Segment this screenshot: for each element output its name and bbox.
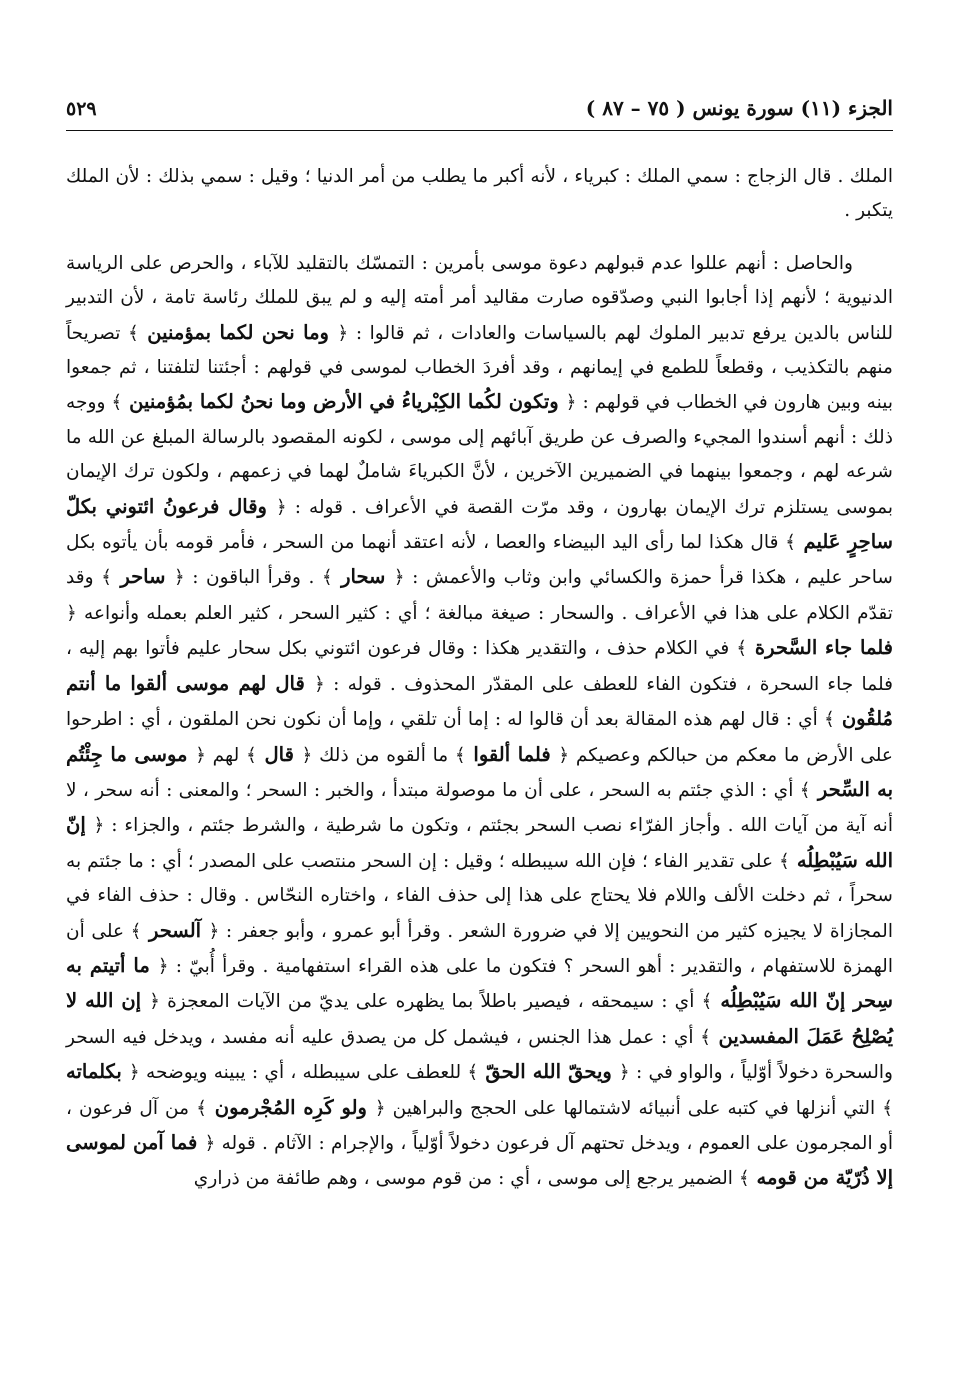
quran-verse: وتكون لكُما الكِبْرياءُ في الأرض وما نحنُ لكما بمُؤمنين <box>122 390 566 414</box>
quran-bracket-open: ﴿ <box>618 1062 630 1084</box>
commentary-text: لهم <box>205 744 246 766</box>
quran-verse: قال لهم موسى ألقوا ما أنتم مُلقُون <box>66 671 893 731</box>
commentary-text: أي : قال لهم هذه المقالة بعد أن قالوا له : إما أن تلقي ، وإما أن نكون نحن الملقون ، أي : اطرحوا على الأرض ما معكم من حبالكم وعصيكم <box>66 709 893 766</box>
quran-bracket-close: ﴾ <box>823 709 835 731</box>
quran-bracket-open: ﴿ <box>195 744 206 766</box>
quran-verse: آلسحر <box>141 918 209 942</box>
quran-bracket-open: ﴿ <box>93 815 105 837</box>
commentary-text: أي : الذي جئتم به السحر ، على أن ما موصولة مبتدأ ، والخبر : السحر ؛ والمعنى : أنه سحر ، لا أنه آية من آيات الله . وأجاز الفرّاء نصب السحر بجئتم ، وتكون ما شرطية ، والشرط جئتم ، والجزاء : <box>66 779 893 837</box>
commentary-text: على تقدير الفاء ؛ فإن الله سيبطله ؛ وقيل : إن السحر منتصب على المصدر ؛ أي : ما جئتم به سحراً ، ثم دخلت الألف واللام فلا يحتاج على هذا إلى حذف الفاء ، واختاره النحّاس . وقال : حذف الفاء في المجازاة لا يجيزه كثير من النحويين إلا في ضرورة الشعر . وقرأ أبو عمرو ، وأبو جعفر : <box>66 850 893 942</box>
quran-bracket-open: ﴿ <box>393 567 405 589</box>
quran-verse: بكلماته <box>66 1060 129 1084</box>
quran-verse: موسى ما جِئْتُم به السِّحر <box>66 742 894 801</box>
quran-bracket-open: ﴿ <box>374 1097 386 1119</box>
commentary-text: ووجه ذلك : أنهم أسندوا المجيء والصرف عن طريق آبائهم إلى موسى ، لكونه المقصود بالرسالة المبلغ عن الله ما شرعه لهم ، وجمعوا بينهما في الضميرين الآخرين ، لأنَّ الكبرياءَ شاملٌ لهما في زعمهم ، ولكون ترك الإيمان بموسى يستلزم ترك الإيمان بهارون ، وقد مرّت القصة في الأعراف . قوله : <box>66 392 894 518</box>
quran-bracket-close: ﴾ <box>701 991 713 1013</box>
commentary-text: والحاصل : أنهم عللوا عدم قبولهم دعوة موسى بأمرين : التمسّك بالتقليد للآباء ، والحرص على الرياسة الدنيوية ؛ لأنهم إذا أجابوا النبي وصدّقوه صارت مقاليد أمر أمته إليه و لم يبق للملك رئاسة تامة ، لأن التدبير للناس بالدين يرفع تدبير الملوك لهم بالسياسات والعادات ، ثم قالوا : <box>66 252 893 344</box>
quran-verse: ما أتيتم به سِحر إنّ الله سَيُبْطِلُه <box>66 953 893 1013</box>
quran-verse: وما نحن لكما بمؤمنين <box>138 320 338 344</box>
quran-bracket-close: ﴾ <box>467 1062 479 1084</box>
quran-bracket-close: ﴾ <box>111 392 123 414</box>
quran-bracket-close: ﴾ <box>700 1026 712 1048</box>
quran-verse: ولو كَرِه المُجْرمون <box>206 1095 375 1119</box>
quran-bracket-close: ﴾ <box>101 567 113 589</box>
quran-verse: ساحر <box>112 565 174 589</box>
quran-bracket-close: ﴾ <box>246 744 257 766</box>
quran-verse: سحار <box>332 565 394 589</box>
quran-bracket-open: ﴿ <box>337 322 349 344</box>
quran-bracket-close: ﴾ <box>785 532 796 554</box>
quran-bracket-close: ﴾ <box>779 850 790 872</box>
quran-verse: فلما جاء السَّحرة <box>747 636 893 660</box>
quran-bracket-open: ﴿ <box>208 920 220 942</box>
quran-bracket-open: ﴿ <box>565 392 577 414</box>
quran-verse: ويحقّ الله الحقّ <box>478 1060 619 1084</box>
quran-bracket-close: ﴾ <box>736 638 748 660</box>
commentary-text: من آل فرعون ، أو المجرمون على العموم ، ويدخل تحتهم آل فرعون دخولاً أوّلياً ، والإجرام : الآثام . قوله <box>66 1097 893 1154</box>
quran-bracket-close: ﴾ <box>130 920 142 942</box>
page-number: ٥٢٩ <box>66 98 97 120</box>
quran-verse: قال <box>256 742 302 766</box>
quran-bracket-open: ﴿ <box>301 744 313 766</box>
quran-bracket-close: ﴾ <box>882 1097 893 1119</box>
quran-verse: وقال فرعونُ ائتوني بكلّ ساحِرٍ عَليم <box>66 494 894 554</box>
quran-verse: فلما ألقوا <box>465 742 559 766</box>
quran-bracket-open: ﴿ <box>558 744 570 766</box>
body-text <box>66 160 893 1197</box>
commentary-text: التي أنزلها في كتبه على أنبيائه لاشتمالها على الحجج والبراهين <box>385 1097 883 1119</box>
quran-bracket-close: ﴾ <box>321 567 333 589</box>
quran-bracket-open: ﴿ <box>313 673 325 695</box>
quran-bracket-open: ﴿ <box>275 496 287 518</box>
commentary-text: وقد تقدّم الكلام على هذا في الأعراف . والسحار : صيغة مبالغة ؛ أي : كثير السحر ، كثير العلم بعمله وأنواعه <box>66 567 893 624</box>
commentary-text: أي : سيمحقه ، فيصير باطلاً بما يظهره على يديّ من الآيات المعجزة <box>159 991 702 1013</box>
quran-bracket-close: ﴾ <box>127 322 139 344</box>
quran-bracket-open: ﴿ <box>173 567 185 589</box>
commentary-text: للعطف على سيبطله ، أي : يبينه ويوضحه <box>139 1062 468 1084</box>
quran-verse: إنّ الله سَيُبْطِلُه <box>66 813 893 872</box>
quran-verse: فما آمن لموسى إلا ذُرّيّة من قومه <box>66 1130 893 1190</box>
quran-bracket-close: ﴾ <box>738 1168 750 1190</box>
commentary-text: تصريحاً منهم بالتكذيب ، وقطعاً للطمع في إيمانهم ، وقد أفردَ الخطاب لموسى في قولهم : أجئتنا لتلفتنا ، ثم جمعوا بينه وبين هارون في الخطاب في قولهم : <box>66 322 893 414</box>
header-title: الجزء (١١) سورة يونس ( ٧٥ – ٨٧ ) <box>585 96 893 120</box>
commentary-text: في الكلام حذف ، والتقدير هكذا : وقال فرعون ائتوني بكل سحار عليم فأتوا بهم إليه ، فلما جاء السحرة ، فتكون الفاء للعطف على المقدّر المحذوف . قوله : <box>66 638 893 695</box>
commentary-text: أي : عمل هذا الجنس ، فيشمل كل من يصدق عليه أنه مفسد ، ويدخل فيه السحر والسحرة دخولاً أوّلياً ، والواو في : <box>66 1026 893 1084</box>
quran-bracket-open: ﴿ <box>149 991 160 1013</box>
running-header <box>66 90 893 131</box>
paragraph <box>66 160 893 229</box>
quran-bracket-open: ﴿ <box>157 955 169 977</box>
quran-bracket-close: ﴾ <box>799 779 811 801</box>
commentary-text: . وقرأ الباقون : <box>184 567 322 589</box>
quran-bracket-open: ﴿ <box>204 1132 216 1154</box>
quran-verse: إن الله لا يُصْلِحُ عَمَلَ المفسدين <box>66 989 893 1048</box>
commentary-text: الضمير يرجع إلى موسى ، أي : من قوم موسى ، وهم طائفة من ذراري <box>193 1168 739 1190</box>
commentary-text: على أن الهمزة للاستفهام ، والتقدير : أهو السحر ؟ فتكون ما على هذه القراء استفهامية . وقرأ أُبيّ : <box>66 920 893 977</box>
quran-bracket-close: ﴾ <box>454 744 466 766</box>
quran-bracket-close: ﴾ <box>196 1097 207 1119</box>
commentary-text: قال هكذا لما رأى اليد البيضاء والعصا ، لأنه اعتقد أنهما من السحر ، فأمر قومه بأن يأتوه بكل ساحر عليم ، هكذا قرأ حمزة والكسائي وابن وثاب والأعمش : <box>66 532 894 589</box>
quran-bracket-open: ﴿ <box>128 1062 140 1084</box>
quran-bracket-open: ﴿ <box>66 602 77 624</box>
paragraph <box>66 247 893 1197</box>
commentary-text: ما ألقوه من ذلك <box>312 744 455 766</box>
commentary-text: الملك . قال الزجاج : سمي الملك : كبرياء ، لأنه أكبر ما يطلب من أمر الدنيا ؛ وقيل : سمي بذلك : لأن الملك يتكبر . <box>66 166 893 222</box>
